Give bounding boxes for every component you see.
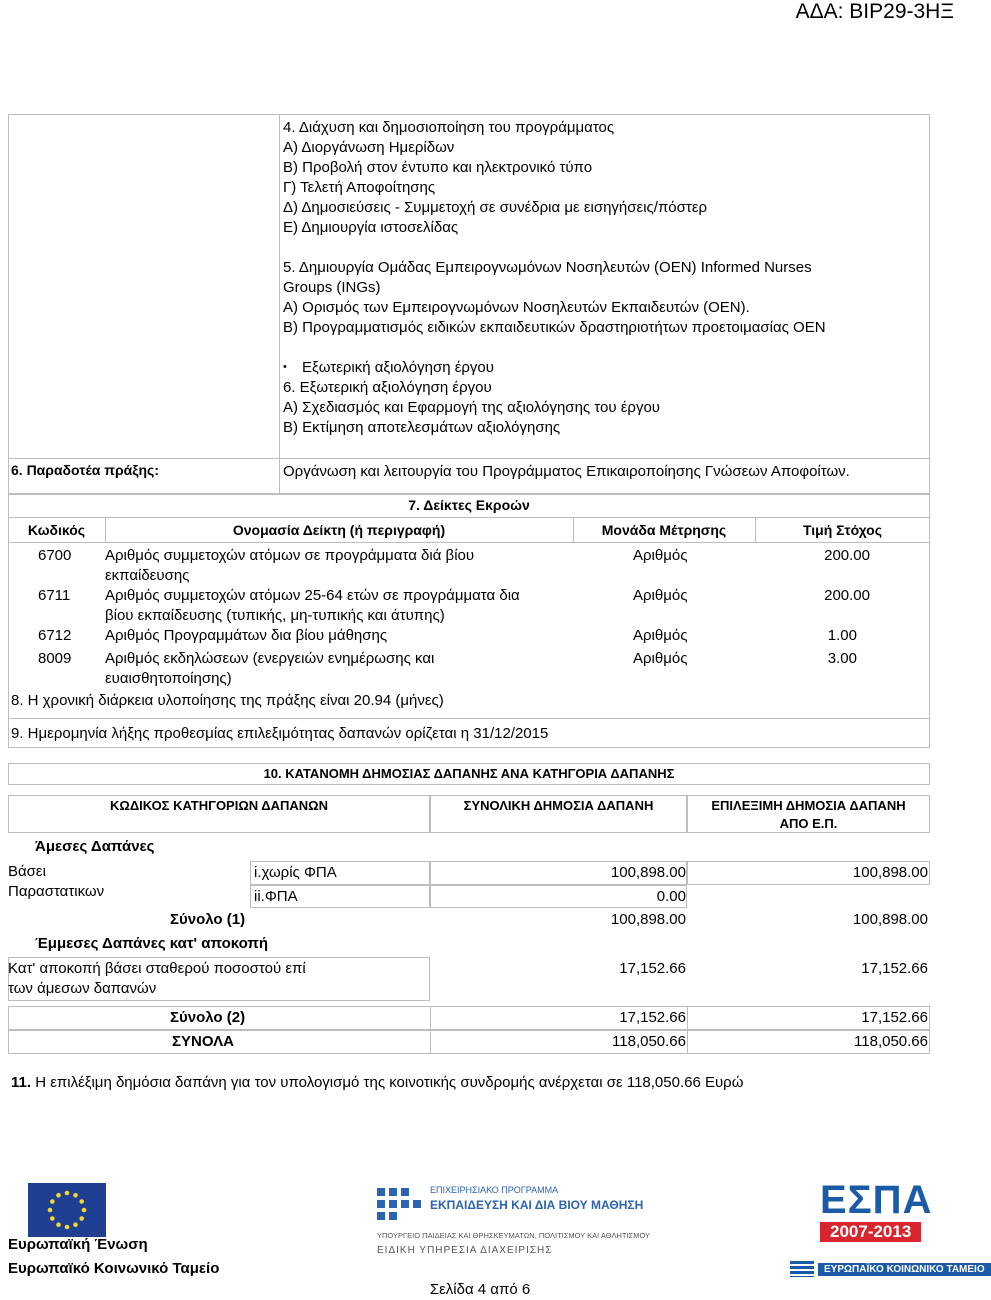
indicator-name-cont: εκπαίδευσης	[105, 567, 190, 584]
sum2-total: 17,152.66	[619, 1009, 686, 1026]
indicators-header-top	[8, 517, 930, 518]
eligible-note-text: Η επιλέξιμη δημόσια δαπάνη για τον υπολογισμό της κοινοτικής συνδρομής ανέρχεται σε 118,050.66 Ευρώ	[31, 1074, 744, 1091]
grand-total-label: ΣΥΝΟΛΑ	[172, 1033, 234, 1050]
deliverables-value: Οργάνωση και λειτουργία του Προγράμματος Επικαιροποίησης Γνώσεων Αποφοίτων.	[283, 463, 850, 480]
deadline-divider	[8, 718, 930, 719]
direct-costs-heading: Άμεσες Δαπάνες	[35, 838, 155, 855]
col-header-eligible-cont: ΑΠΟ Ε.Π.	[779, 816, 838, 831]
flat-rate-label-cont: των άμεσων δαπανών	[8, 980, 157, 997]
sub2-total: 0.00	[656, 888, 686, 905]
eu-label: Ευρωπαϊκή Ένωση	[8, 1236, 148, 1253]
col-header-eligible: ΕΠΙΛΕΞΙΜΗ ΔΗΜΟΣΙΑ ΔΑΠΑΝΗ	[711, 798, 906, 813]
indicator-code: 6700	[38, 547, 72, 564]
indicator-name: Αριθμός συμμετοχών ατόμων 25-64 ετών σε προγράμματα δια	[105, 587, 520, 604]
sum2-label: Σύνολο (2)	[170, 1009, 246, 1026]
indicator-name: Αριθμός εκδηλώσεων (ενεργειών ενημέρωσης και	[105, 650, 435, 667]
op-line3: ΥΠΟΥΡΓΕΙΟ ΠΑΙΔΕΙΑΣ ΚΑΙ ΘΡΗΣΚΕΥΜΑΤΩΝ, ΠΟΛΙΤΙΣΜΟΥ ΚΑΙ ΑΘΛΗΤΙΣΜΟΥ	[377, 1231, 651, 1240]
indicator-name-cont: ευαισθητοποίησης)	[105, 670, 232, 687]
indicator-name-cont: βίου εκπαίδευσης (τυπικής, μη-τυπικής και άτυπης)	[105, 607, 445, 624]
page-number: Σελίδα 4 από 6	[429, 1281, 531, 1298]
basis-label: Βάσει	[8, 863, 46, 880]
col-header-code: Κωδικός	[27, 522, 86, 538]
indirect-costs-heading: Έμμεσες Δαπάνες κατ' αποκοπή	[35, 935, 269, 952]
col-header-total: ΣΥΝΟΛΙΚΗ ΔΗΜΟΣΙΑ ΔΑΠΑΝΗ	[463, 798, 654, 813]
text-line: Ε) Δημιουργία ιστοσελίδας	[283, 219, 459, 236]
sub1-total: 100,898.00	[610, 864, 686, 881]
espa-wordmark: ΕΣΠΑ	[820, 1178, 933, 1222]
text-line: 6. Εξωτερική αξιολόγηση έργου	[283, 379, 492, 396]
text-line: 4. Διάχυση και δημοσιοποίηση του προγράμματος	[283, 119, 615, 136]
text-line: Α) Σχεδιασμός και Εφαρμογή της αξιολόγησης του έργου	[283, 399, 660, 416]
sum2-eligible: 17,152.66	[861, 1009, 928, 1026]
deadline-text: 9. Ημερομηνία λήξης προθεσμίας επιλεξιμότητας δαπανών ορίζεται η 31/12/2015	[11, 725, 549, 742]
col-header-category: ΚΩΔΙΚΟΣ ΚΑΤΗΓΟΡΙΩΝ ΔΑΠΑΝΩΝ	[110, 798, 328, 813]
sum1-total: 100,898.00	[610, 911, 686, 928]
text-line: Α) Διοργάνωση Ημερίδων	[283, 139, 455, 156]
sum1-label: Σύνολο (1)	[170, 911, 246, 928]
text-line: Β) Προβολή στον έντυπο και ηλεκτρονικό τύπο	[283, 159, 593, 176]
text-line: Β) Προγραμματισμός ειδικών εκπαιδευτικών δραστηριοτήτων προετοιμασίας ΟΕΝ	[283, 319, 826, 336]
text-line: Δ) Δημοσιεύσεις - Συμμετοχή σε συνέδρια με εισηγήσεις/πόστερ	[283, 199, 708, 216]
op-logo-icon	[375, 1184, 423, 1224]
op-line1: ΕΠΙΧΕΙΡΗΣΙΑΚΟ ΠΡΟΓΡΑΜΜΑ	[430, 1185, 559, 1195]
bullet-icon: •	[283, 361, 287, 373]
indicator-target: 1.00	[827, 627, 857, 644]
text-line: Β) Εκτίμηση αποτελεσμάτων αξιολόγησης	[283, 419, 561, 436]
col-header-name: Ονομασία Δείκτη (ή περιγραφή)	[232, 522, 446, 538]
ada-code: ΑΔΑ: ΒΙΡ29-3ΗΞ	[795, 0, 954, 23]
top-section-divider	[279, 114, 280, 494]
flat-rate-label: Κατ' αποκοπή βάσει σταθερού ποσοστού επί	[8, 960, 306, 977]
indicator-code: 6712	[38, 627, 72, 644]
deliverables-divider	[8, 458, 930, 459]
indicator-target: 200.00	[824, 587, 870, 604]
flat-rate-total: 17,152.66	[619, 960, 686, 977]
grand-total: 118,050.66	[612, 1033, 686, 1050]
text-line: Εξωτερική αξιολόγηση έργου	[302, 359, 494, 376]
indicator-unit: Αριθμός	[633, 650, 688, 667]
flat-rate-eligible: 17,152.66	[861, 960, 928, 977]
sub1-eligible: 100,898.00	[852, 864, 928, 881]
text-line: 5. Δημιουργία Ομάδας Εμπειρογνωμόνων Νοσηλευτών (ΟΕΝ) Informed Nurses	[283, 259, 812, 276]
duration-text: 8. Η χρονική διάρκεια υλοποίησης της πράξης είναι 20.94 (μήνες)	[11, 692, 444, 709]
col-header-unit: Μονάδα Μέτρησης	[601, 522, 727, 538]
text-line: Γ) Τελετή Αποφοίτησης	[283, 179, 436, 196]
col-header-target: Τιμή Στόχος	[802, 522, 883, 538]
grand-eligible: 118,050.66	[854, 1033, 928, 1050]
eligible-note	[11, 1073, 743, 1093]
indicator-unit: Αριθμός	[633, 547, 688, 564]
espa-sub: ΕΥΡΩΠΑΪΚΟ ΚΟΙΝΩΝΙΚΟ ΤΑΜΕΙΟ	[818, 1263, 991, 1276]
greek-flag-icon	[790, 1261, 814, 1277]
indicator-code: 8009	[38, 650, 72, 667]
sub2-label: ii.ΦΠΑ	[254, 888, 298, 905]
indicator-unit: Αριθμός	[633, 627, 688, 644]
eligible-note-number: 11.	[11, 1074, 32, 1091]
indicators-title: 7. Δείκτες Εκροών	[408, 497, 530, 513]
sum1-eligible: 100,898.00	[852, 911, 928, 928]
deliverables-label: 6. Παραδοτέα πράξης:	[11, 462, 159, 478]
op-line2: ΕΚΠΑΙΔΕΥΣΗ ΚΑΙ ΔΙΑ ΒΙΟΥ ΜΑΘΗΣΗ	[430, 1198, 644, 1212]
basis-label-cont: Παραστατικων	[8, 883, 105, 900]
op-line4: ΕΙΔΙΚΗ ΥΠΗΡΕΣΙΑ ΔΙΑΧΕΙΡΙΣΗΣ	[377, 1245, 553, 1256]
indicator-unit: Αριθμός	[633, 587, 688, 604]
indicator-code: 6711	[38, 587, 71, 604]
indicators-header-bottom	[8, 542, 930, 543]
sub1-label: i.χωρίς ΦΠΑ	[254, 864, 337, 881]
text-line: Groups (INGs)	[283, 279, 381, 296]
indicator-name: Αριθμός συμμετοχών ατόμων σε προγράμματα διά βίου	[105, 547, 475, 564]
text-line: Α) Ορισμός των Εμπειρογνωμόνων Νοσηλευτών Εκπαιδευτών (ΟΕΝ).	[283, 299, 750, 316]
eu-flag-icon	[28, 1183, 106, 1237]
indicator-target: 200.00	[824, 547, 870, 564]
indicator-target: 3.00	[827, 650, 857, 667]
expenses-title: 10. ΚΑΤΑΝΟΜΗ ΔΗΜΟΣΙΑΣ ΔΑΠΑΝΗΣ ΑΝΑ ΚΑΤΗΓΟΡΙΑ ΔΑΠΑΝΗΣ	[263, 766, 675, 781]
indicator-name: Αριθμός Προγραμμάτων δια βίου μάθησης	[105, 627, 388, 644]
espa-years: 2007-2013	[820, 1222, 921, 1242]
esf-label: Ευρωπαϊκό Κοινωνικό Ταμείο	[8, 1260, 220, 1277]
